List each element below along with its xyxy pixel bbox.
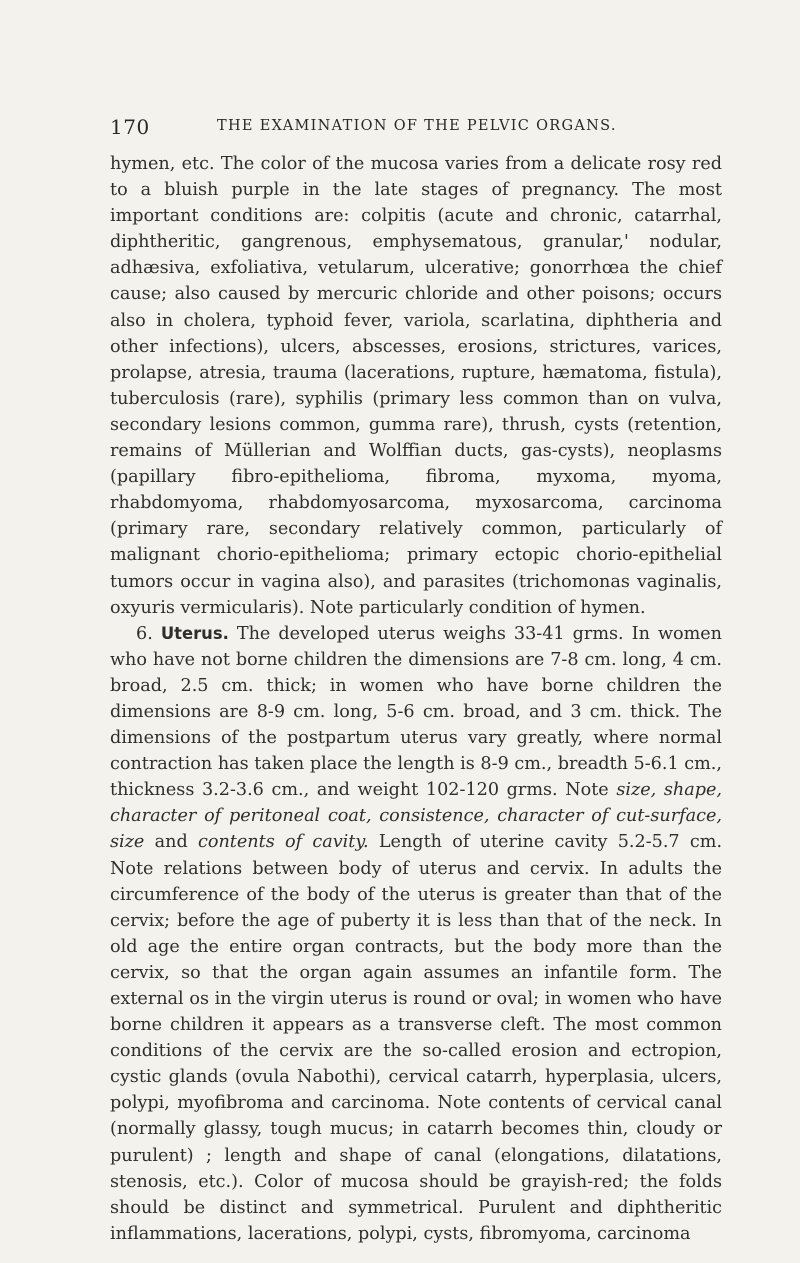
paragraph-text: and bbox=[154, 832, 188, 853]
paragraph-vagina-continued: hymen, etc. The color of the mucosa varies from a delicate rosy red to a bluish purple in the late stages of pregnancy. The most important conditions are: colpitis (acute and chronic, catarrhal, diphtheritic, gangrenous, emphysematous, granular,' nodular, adhæsiva, exfoliativa, vetularum, ulcerative; gonorrhœa the chief cause; also caused by mercuric chloride and other poisons; occurs also in cholera, typhoid fever, variola, scarlatina, diphtheria and other infections), ulcers, abscesses, erosions, strictures, varices, prolapse, atresia, trauma (lacerations, rupture, hæmatoma, fistula), tuberculosis (rare), syphilis (primary less common than on vulva, secondary lesions common, gumma rare), thrush, cysts (retention, remains of Müllerian and Wolffian ducts, gas-cysts), neoplasms (papillary fibro-epithelioma, fibroma, myxoma, myoma, rhabdomyoma, rhabdomyosarcoma, myxosarcoma, carcinoma (primary rare, secondary relatively common, particularly of malignant chorio-epithelioma; primary ectopic chorio-epithelial tumors occur in vagina also), and parasites (trichomonas vaginalis, oxyuris vermicularis). Note particularly condition of hymen. bbox=[110, 154, 722, 618]
italic-text: size, shape, character of peritoneal coat, consistence, character of cut-surface, size bbox=[110, 780, 723, 853]
section-number: 6. bbox=[136, 623, 153, 644]
section-heading-uterus: Uterus. bbox=[160, 623, 229, 643]
page-number: 170 bbox=[110, 115, 150, 139]
running-head-title: THE EXAMINATION OF THE PELVIC ORGANS. bbox=[217, 118, 617, 134]
italic-text: contents of cavity. bbox=[198, 832, 369, 853]
paragraph-text: The developed uterus weighs 33-41 grms. In women who have not borne children the dimensions are 7-8 cm. long, 4 cm. broad, 2.5 cm. thick; in women who have borne children the dimensions are 8-9 cm. long, 5-6 cm. broad, and 3 cm. thick. The dimensions of the postpartum uterus vary greatly, where normal contraction has taken place the length is 8-9 cm., breadth 5-6.1 cm., thickness 3.2-3.6 cm., and weight 102-120 grms. Note bbox=[110, 623, 723, 801]
body-text bbox=[110, 151, 722, 1247]
paragraph-text: Length of uterine cavity 5.2-5.7 cm. Note relations between body of uterus and cervix. In adults the circumference of the body of the uterus is greater than that of the cervix; before the age of puberty it is less than that of the neck. In old age the entire organ contracts, but the body more than the cervix, so that the organ again assumes an infantile form. The external os in the virgin uterus is round or oval; in women who have borne children it appears as a transverse cleft. The most common conditions of the cervix are the so-called erosion and ectropion, cystic glands (ovula Nabothi), cervical catarrh, hyperplasia, ulcers, polypi, myofibroma and carcinoma. Note contents of cervical canal (normally glassy, tough mucus; in catarrh becomes thin, cloudy or purulent) ; length and shape of canal (elongations, dilatations, stenosis, etc.). Color of mucosa should be grayish-red; the folds should be distinct and symmetrical. Purulent and diphtheritic inflammations, lacerations, polypi, cysts, fibromyoma, carcinoma bbox=[110, 832, 723, 1244]
running-head bbox=[110, 115, 720, 143]
paragraph-uterus bbox=[110, 621, 722, 1247]
